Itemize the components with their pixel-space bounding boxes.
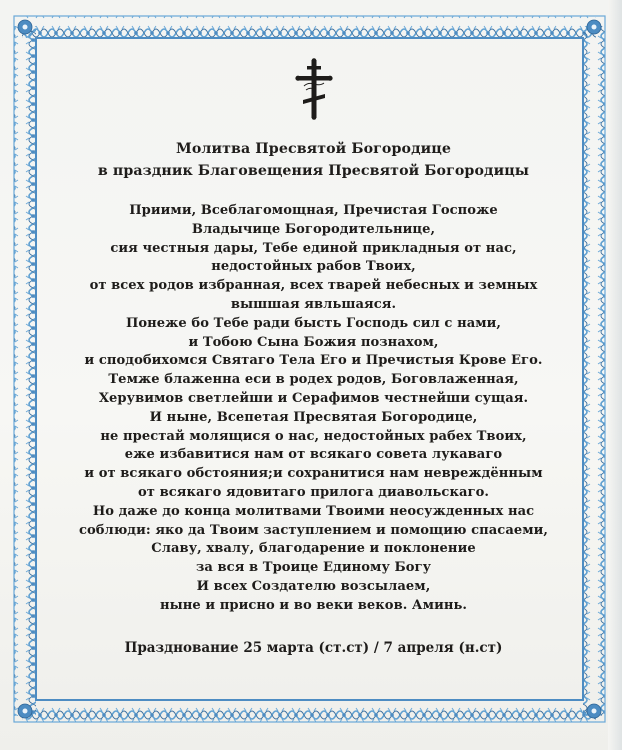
prayer-line: и Тобою Сына Божия познахом, bbox=[188, 334, 439, 350]
prayer-line: сия честныя дары, Тебе единой прикладныя от нас, bbox=[110, 240, 517, 256]
title-line: Молитва Пресвятой Богородице bbox=[176, 141, 451, 157]
prayer-line: И всех Создателю возсылаем, bbox=[196, 578, 431, 594]
prayer-line: недостойных рабов Твоих, bbox=[211, 259, 416, 275]
prayer-line: соблюди: яко да Твоим заступлением и помощию спасаеми, bbox=[78, 522, 549, 538]
prayer-line: ныне и присно и во веки веков. Аминь. bbox=[159, 597, 468, 613]
prayer-line: и от всякаго обстояния;и сохранитися нам невреждённым bbox=[84, 466, 543, 482]
orthodox-cross-icon bbox=[294, 58, 334, 120]
prayer-title bbox=[56, 138, 571, 182]
prayer-line: от всякаго ядовитаго прилога диавольскаго. bbox=[138, 484, 489, 500]
prayer-line: Приими, Всеблагомощная, Пречистая Госпоже bbox=[129, 203, 498, 218]
prayer-line: и сподобихомся Святаго Тела Его и Пречистыя Крове Его. bbox=[84, 353, 543, 369]
title-line: в праздник Благовещения Пресвятой Богородицы bbox=[97, 163, 530, 179]
prayer-line: И ныне, Всепетая Пресвятая Богородице, bbox=[149, 409, 478, 425]
prayer-line: вышшая явльшаяся. bbox=[230, 296, 397, 312]
prayer-text bbox=[56, 202, 571, 616]
prayer-line: Понеже бо Тебе ради бысть Господь сил с нами, bbox=[125, 315, 502, 331]
feast-date: Празднование 25 марта (ст.ст) / 7 апреля (н.ст) bbox=[124, 639, 503, 656]
prayer-line: Славу, хвалу, благодарение и поклонение bbox=[151, 541, 476, 557]
prayer-line: Но даже до конца молитвами Твоими неосужденных нас bbox=[92, 503, 535, 519]
prayer-line: еже избавитися нам от всякаго совета лукаваго bbox=[124, 447, 503, 463]
prayer-line: Херувимов светлейши и Серафимов честнейши сущая. bbox=[98, 390, 529, 406]
prayer-line: не престай молящися о нас, недостойных рабех Твоих, bbox=[100, 428, 527, 444]
prayer-line: за вся в Троице Единому Богу bbox=[195, 560, 432, 576]
prayer-line: Владычице Богородительнице, bbox=[191, 221, 436, 237]
prayer-line: Темже блаженна еси в родех родов, Боговлаженная, bbox=[108, 372, 519, 388]
prayer-line: от всех родов избранная, всех тварей небесных и земных bbox=[89, 278, 538, 294]
prayer-card bbox=[56, 58, 571, 658]
